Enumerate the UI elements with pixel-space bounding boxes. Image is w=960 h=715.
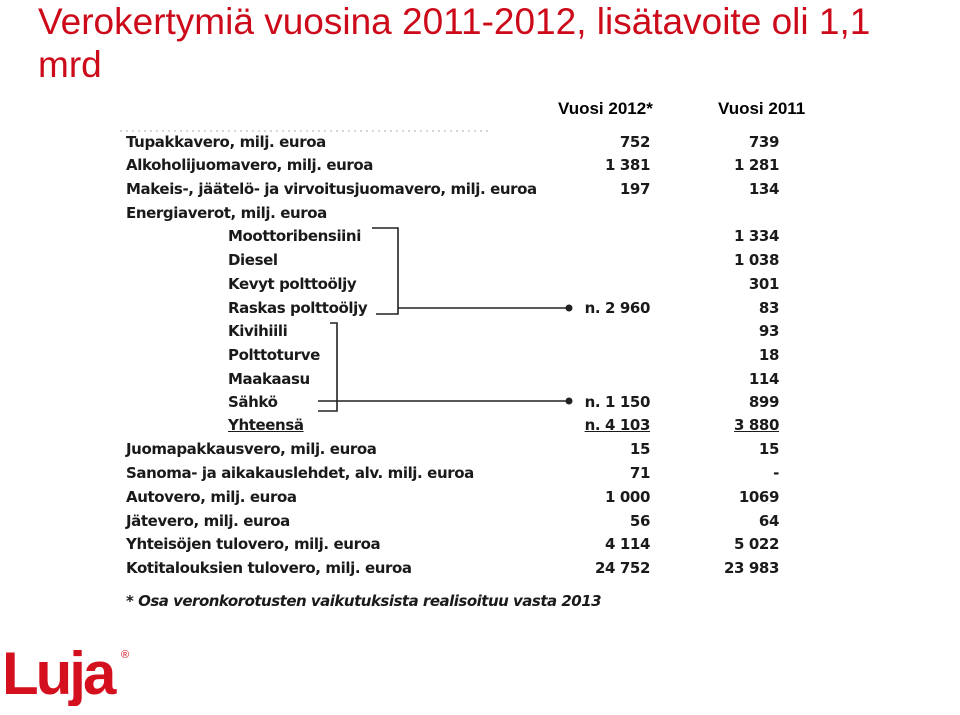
row-label: Makeis-, jäätelö- ja virvoitusjuomavero, milj. euroa [126,180,537,198]
value-2012: n. 2 960 [584,299,650,317]
row-label: Moottoribensiini [228,227,361,245]
row-label: Sanoma- ja aikakauslehdet, alv. milj. euroa [126,464,474,482]
connector-dot [566,305,573,312]
row-label: Diesel [228,251,278,269]
value-2011: 93 [758,322,779,340]
value-2011: 899 [748,393,779,411]
footnote: * Osa veronkorotusten vaikutuksista realisoituu vasta 2013 [126,592,602,610]
value-2012: 197 [619,180,650,198]
row-label: Sähkö [228,393,278,411]
connector-dot [566,398,573,405]
value-2012: 1 000 [605,488,650,506]
logo-text: Luja [2,640,114,706]
column-header-2012: Vuosi 2012* [558,99,653,118]
row-label: Raskas polttoöljy [228,299,368,317]
value-2011: 301 [748,275,779,293]
value-2012: 1 381 [605,156,650,174]
value-2012: 15 [629,440,650,458]
value-2012: 56 [629,512,650,530]
value-2012: n. 1 150 [584,393,650,411]
value-2012: 752 [619,133,650,151]
value-2011: 1 038 [734,251,779,269]
row-label: Polttoturve [228,346,320,364]
row-label: Energiaverot, milj. euroa [126,204,327,222]
value-2011: 114 [748,370,779,388]
value-2011: 1 334 [734,227,779,245]
value-2011: 1069 [738,488,779,506]
value-2012: 24 752 [594,559,650,577]
value-2012: 71 [629,464,650,482]
row-label: Yhteisöjen tulovero, milj. euroa [126,535,381,553]
row-label: Maakaasu [228,370,310,388]
value-2011: 23 983 [723,559,779,577]
value-2011: 3 880 [734,416,779,434]
registered-mark: ® [121,649,130,661]
row-label: Yhteensä [228,416,304,434]
value-2012: 4 114 [605,535,650,553]
fuel-bracket [372,228,398,314]
value-2011: 1 281 [734,156,779,174]
value-2011: - [773,464,779,482]
value-2012: n. 4 103 [584,416,650,434]
row-label: Kevyt polttoöljy [228,275,357,293]
value-2011: 134 [748,180,779,198]
value-2011: 5 022 [734,535,779,553]
row-label: Kotitalouksien tulovero, milj. euroa [126,559,412,577]
row-label: Tupakkavero, milj. euroa [126,133,326,151]
column-header-2011: Vuosi 2011 [718,99,806,118]
luja-logo [0,636,140,706]
value-2011: 83 [758,299,779,317]
row-label: Autovero, milj. euroa [126,488,297,506]
row-label: Kivihiili [228,322,288,340]
value-2011: 64 [758,512,779,530]
value-2011: 18 [758,346,779,364]
row-label: Alkoholijuomavero, milj. euroa [126,156,373,174]
value-2011: 739 [748,133,779,151]
row-label: Juomapakkausvero, milj. euroa [126,440,377,458]
value-2011: 15 [758,440,779,458]
energy-bracket [318,323,337,411]
slide-title: Verokertymiä vuosina 2011-2012, lisätavoite oli 1,1 mrd [38,1,871,85]
row-label: Jätevero, milj. euroa [126,512,290,530]
